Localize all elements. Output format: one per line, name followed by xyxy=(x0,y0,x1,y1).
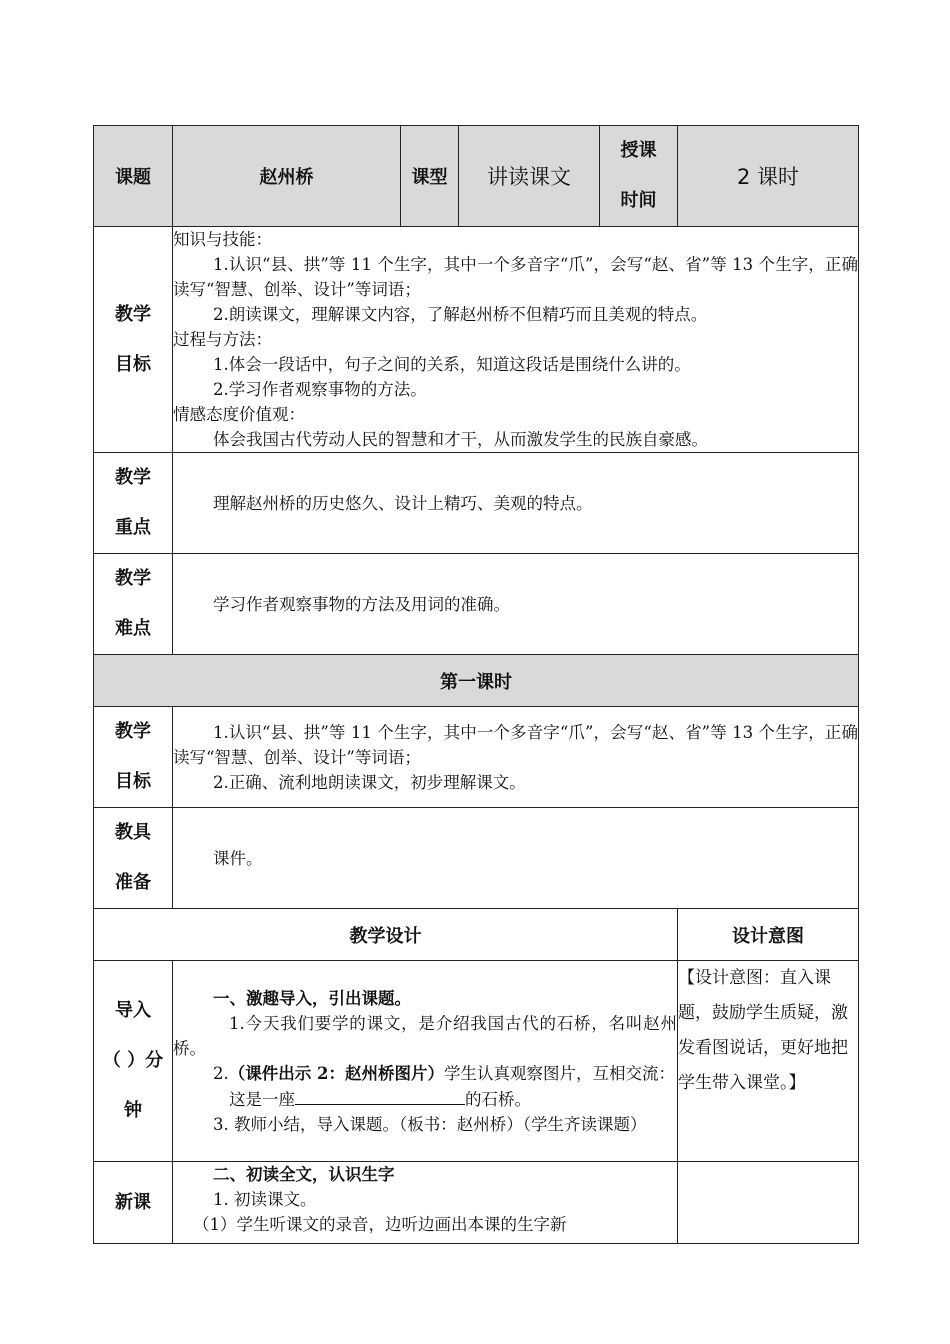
newlesson-row xyxy=(94,1162,859,1244)
objectives-label xyxy=(94,227,173,453)
objectives-k1: 1.认识“县、拱”等 11 个生字，其中一个多音字“爪”，会写“赵、省”等 13 个生字，正确读写“智慧、创举、设计”等词语； xyxy=(173,255,859,299)
intro-label-1: 导入 xyxy=(115,1000,151,1021)
keypoints-content xyxy=(173,453,859,554)
lesson1-obj1: 1.认识“县、拱”等 11 个生字，其中一个多音字“爪”，会写“赵、省”等 13 个生字，正确读写“智慧、创举、设计”等词语； xyxy=(173,722,859,767)
design-col-header: 教学设计 xyxy=(94,909,678,961)
objectives-k2: 2.朗读课文，理解课文内容，了解赵州桥不但精巧而且美观的特点。 xyxy=(213,305,708,324)
tools-content xyxy=(173,808,859,909)
tools-row xyxy=(94,808,859,909)
objectives-label-1: 教学 xyxy=(115,303,151,325)
newlesson-s2: （1）学生听课文的录音，边听边画出本课的生字新 xyxy=(193,1215,567,1234)
intro-row xyxy=(94,961,859,1162)
type-label: 课型 xyxy=(401,126,459,227)
lesson1-title: 第一课时 xyxy=(94,655,859,707)
intro-intent: 【设计意图：直入课题，鼓励学生质疑，激发看图说话，更好地把学生带入课堂。】 xyxy=(678,961,859,1162)
lesson1-objectives-label-1: 教学 xyxy=(115,721,151,742)
lesson1-obj2: 2.正确、流利地朗读课文，初步理解课文。 xyxy=(213,772,526,792)
lesson1-objectives-label xyxy=(94,707,173,808)
keypoints-label xyxy=(94,453,173,554)
objectives-heading-emotion: 情感态度价值观： xyxy=(173,405,305,424)
keypoints-label-2: 重点 xyxy=(115,517,151,538)
fill-in-blank xyxy=(295,1086,465,1105)
intro-s3 xyxy=(173,1086,677,1112)
intent-col-header: 设计意图 xyxy=(678,909,859,961)
tools-label-1: 教具 xyxy=(115,822,151,843)
lesson1-title-row xyxy=(94,655,859,707)
objectives-row xyxy=(94,227,859,453)
difficulties-text: 学习作者观察事物的方法及用词的准确。 xyxy=(213,594,510,614)
time-value: 2 课时 xyxy=(678,126,859,227)
header-row xyxy=(94,126,859,227)
keypoints-text: 理解赵州桥的历史悠久、设计上精巧、美观的特点。 xyxy=(213,493,593,513)
topic-value: 赵州桥 xyxy=(173,126,401,227)
intro-s4: 3. 教师小结，导入课题。（板书：赵州桥）（学生齐读课题） xyxy=(213,1114,647,1134)
keypoints-label-1: 教学 xyxy=(115,467,151,488)
intro-s3-post: 的石桥。 xyxy=(465,1089,531,1109)
intro-label xyxy=(94,961,173,1162)
newlesson-intent xyxy=(678,1162,859,1244)
objectives-e1: 体会我国古代劳动人民的智慧和才干，从而激发学生的民族自豪感。 xyxy=(213,430,708,449)
intro-s3-pre: 这是一座 xyxy=(229,1089,295,1109)
intro-label-3: 钟 xyxy=(124,1100,142,1121)
newlesson-content xyxy=(173,1162,678,1244)
objectives-label-2: 目标 xyxy=(115,353,151,375)
difficulties-label xyxy=(94,554,173,655)
difficulties-content xyxy=(173,554,859,655)
intro-content xyxy=(173,961,678,1162)
type-value: 讲读课文 xyxy=(459,126,600,227)
topic-label: 课题 xyxy=(94,126,173,227)
newlesson-heading: 二、初读全文，认识生字 xyxy=(213,1165,395,1184)
time-label xyxy=(600,126,678,227)
difficulties-label-1: 教学 xyxy=(115,568,151,589)
tools-label xyxy=(94,808,173,909)
intro-s2-post: 学生认真观察图片，互相交流： xyxy=(443,1063,675,1083)
objectives-content xyxy=(173,227,859,453)
difficulties-row xyxy=(94,554,859,655)
intro-s2-bold: （课件出示 2：赵州桥图片） xyxy=(228,1063,444,1083)
time-label-1: 授课 xyxy=(620,140,657,161)
tools-label-2: 准备 xyxy=(115,872,151,893)
difficulties-label-2: 难点 xyxy=(115,618,151,639)
tools-text: 课件。 xyxy=(213,848,263,868)
newlesson-label: 新课 xyxy=(94,1162,173,1244)
intro-s1: 1.今天我们要学的课文，是介绍我国古代的石桥，名叫赵州桥。 xyxy=(173,1013,677,1058)
intro-heading: 一、激趣导入，引出课题。 xyxy=(213,988,411,1008)
objectives-p1: 1.体会一段话中，句子之间的关系，知道这段话是围绕什么讲的。 xyxy=(213,355,691,374)
keypoints-row xyxy=(94,453,859,554)
lesson1-objectives-content xyxy=(173,707,859,808)
lesson1-objectives-label-2: 目标 xyxy=(115,771,151,792)
time-label-2: 时间 xyxy=(620,190,657,211)
intro-s2-pre: 2. xyxy=(213,1063,229,1083)
newlesson-s1: 1. 初读课文。 xyxy=(213,1190,317,1209)
lesson-plan-table xyxy=(93,125,859,1244)
objectives-heading-knowledge: 知识与技能： xyxy=(173,230,272,249)
intro-label-2: （ ）分 xyxy=(102,1050,164,1071)
objectives-p2: 2.学习作者观察事物的方法。 xyxy=(213,380,427,399)
objectives-heading-process: 过程与方法： xyxy=(173,330,272,349)
design-header-row xyxy=(94,909,859,961)
lesson1-objectives-row xyxy=(94,707,859,808)
intro-s2 xyxy=(173,1061,677,1086)
